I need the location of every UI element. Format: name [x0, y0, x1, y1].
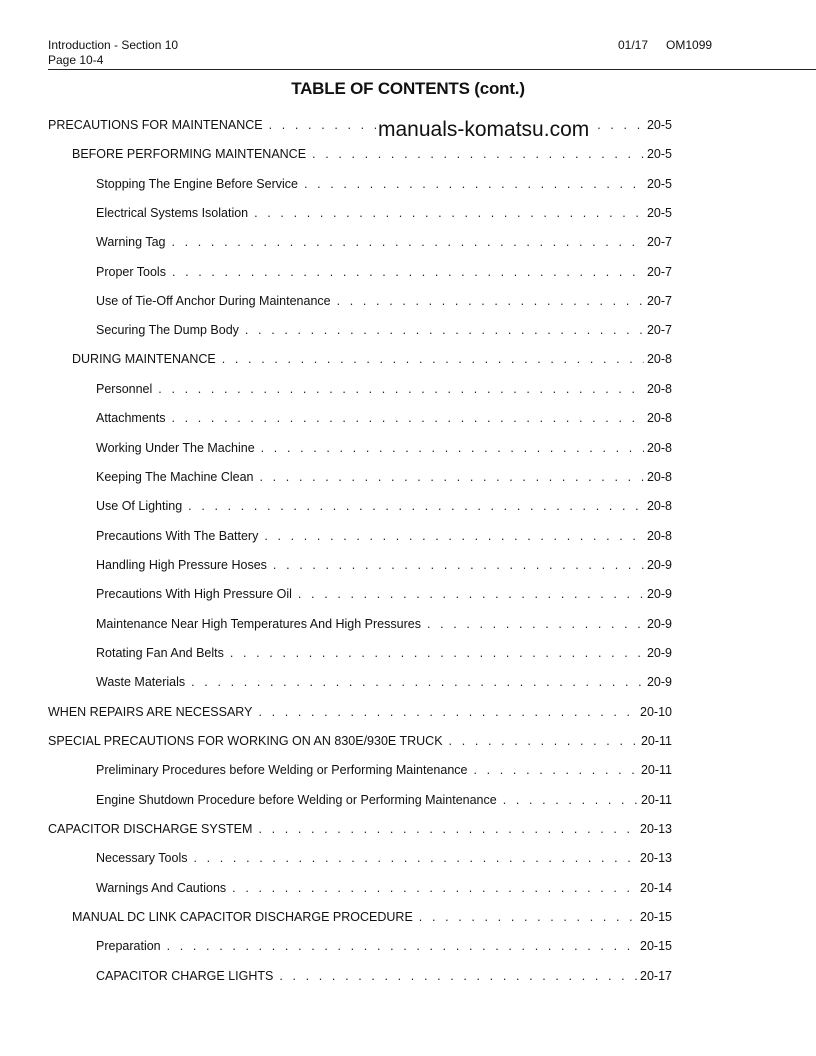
document-number: OM1099 [666, 38, 713, 52]
toc-entry-title: Attachments [96, 411, 166, 425]
dot-leader [245, 322, 644, 338]
revision-date: 01/17 [618, 38, 649, 52]
toc-entry-page: 20-13 [640, 822, 672, 836]
toc-entry[interactable] [96, 674, 672, 690]
toc-entry-page: 20-15 [640, 939, 672, 953]
dot-leader [298, 586, 644, 602]
toc-entry-title: Preparation [96, 939, 161, 953]
toc-entry-page: 20-11 [640, 763, 672, 777]
toc-entry[interactable] [96, 586, 672, 602]
toc-entry-page: 20-9 [646, 617, 672, 631]
toc-entry-title: Precautions With The Battery [96, 529, 259, 543]
toc-entry-title: Working Under The Machine [96, 441, 255, 455]
toc-entry-title: Personnel [96, 382, 153, 396]
toc-entry[interactable] [96, 176, 672, 192]
dot-leader [167, 938, 638, 954]
toc-entry-page: 20-17 [640, 969, 672, 983]
toc-entry-page: 20-9 [646, 675, 672, 689]
toc-entry-title: PRECAUTIONS FOR MAINTENANCE [48, 118, 263, 132]
toc-entry[interactable] [96, 234, 672, 250]
toc-entry-title: DURING MAINTENANCE [72, 352, 216, 366]
toc-entry[interactable] [96, 762, 672, 778]
toc-entry[interactable] [96, 440, 672, 456]
toc-entry[interactable] [96, 205, 672, 221]
watermark: manuals-komatsu.com [378, 118, 590, 141]
dot-leader [232, 880, 638, 896]
toc-entry[interactable] [48, 704, 672, 720]
dot-leader [258, 821, 638, 837]
toc-entry-title: Keeping The Machine Clean [96, 470, 254, 484]
toc-entry-page: 20-15 [640, 910, 672, 924]
toc-entry[interactable] [96, 792, 672, 808]
toc-entry[interactable] [48, 733, 672, 749]
toc-entry[interactable] [96, 293, 672, 309]
toc-entry-page: 20-7 [646, 323, 672, 337]
toc-entry-title: Proper Tools [96, 265, 166, 279]
toc-entry-page: 20-7 [646, 265, 672, 279]
toc-entry-title: Securing The Dump Body [96, 323, 239, 337]
toc-entry-title: Waste Materials [96, 675, 186, 689]
dot-leader [337, 293, 644, 309]
dot-leader [230, 645, 644, 661]
dot-leader [172, 264, 644, 280]
toc-entry[interactable] [96, 381, 672, 397]
toc-entry[interactable] [96, 645, 672, 661]
toc-entry-title: Necessary Tools [96, 851, 188, 865]
toc-entry-title: Use of Tie-Off Anchor During Maintenance [96, 294, 331, 308]
toc-entry-title: BEFORE PERFORMING MAINTENANCE [72, 147, 307, 161]
toc-entry[interactable] [72, 146, 672, 162]
dot-leader [191, 674, 644, 690]
dot-leader [260, 469, 644, 485]
toc-entry-page: 20-13 [640, 851, 672, 865]
toc-entry-page: 20-8 [646, 411, 672, 425]
dot-leader [188, 498, 644, 514]
toc-entry-title: Handling High Pressure Hoses [96, 558, 267, 572]
toc-entry-page: 20-8 [646, 382, 672, 396]
toc-entry[interactable] [96, 616, 672, 632]
dot-leader [304, 176, 644, 192]
toc-entry[interactable] [96, 938, 672, 954]
toc-entry-page: 20-7 [646, 235, 672, 249]
toc-entry[interactable] [96, 528, 672, 544]
toc-entry[interactable] [96, 557, 672, 573]
toc-entry-title: Preliminary Procedures before Welding or Performing Maintenance [96, 763, 468, 777]
toc-entry[interactable] [96, 850, 672, 866]
toc-entry-page: 20-8 [646, 529, 672, 543]
toc-entry-title: Warnings And Cautions [96, 881, 227, 895]
toc-entry-page: 20-9 [646, 587, 672, 601]
toc-entry-page: 20-5 [646, 147, 672, 161]
toc-entry[interactable] [96, 880, 672, 896]
dot-leader [264, 528, 644, 544]
toc-entry[interactable] [72, 909, 672, 925]
dot-leader [193, 850, 638, 866]
toc-entry-page: 20-11 [640, 734, 672, 748]
toc-entry-title: Maintenance Near High Temperatures And High Pressures [96, 617, 421, 631]
toc-entry-title: CAPACITOR DISCHARGE SYSTEM [48, 822, 253, 836]
dot-leader [312, 146, 644, 162]
toc-entry-page: 20-5 [646, 177, 672, 191]
dot-leader [503, 792, 639, 808]
toc-entry[interactable] [96, 968, 672, 984]
toc-entry-page: 20-5 [646, 206, 672, 220]
toc-entry-title: WHEN REPAIRS ARE NECESSARY [48, 705, 253, 719]
toc-entry[interactable] [48, 821, 672, 837]
toc-entry-page: 20-8 [646, 499, 672, 513]
toc-entry-title: Rotating Fan And Belts [96, 646, 224, 660]
dot-leader [473, 762, 638, 778]
toc-entry-page: 20-9 [646, 558, 672, 572]
toc-entry-page: 20-5 [646, 118, 672, 132]
page-number: Page 10-4 [48, 53, 104, 67]
toc-entry-title: CAPACITOR CHARGE LIGHTS [96, 969, 274, 983]
toc-entry-title: Use Of Lighting [96, 499, 183, 513]
dot-leader [419, 909, 638, 925]
dot-leader [427, 616, 644, 632]
toc-entry-page: 20-9 [646, 646, 672, 660]
toc-entry[interactable] [72, 351, 672, 367]
toc-entry-title: Engine Shutdown Procedure before Welding or Performing Maintenance [96, 793, 497, 807]
toc-entry-page: 20-8 [646, 441, 672, 455]
toc-entry-page: 20-10 [640, 705, 672, 719]
page-title: TABLE OF CONTENTS (cont.) [291, 79, 525, 98]
dot-leader [254, 205, 644, 221]
toc-entry[interactable] [96, 322, 672, 338]
toc-entry-title: Precautions With High Pressure Oil [96, 587, 292, 601]
dot-leader [261, 440, 644, 456]
toc-entry[interactable] [96, 410, 672, 426]
toc-entry-title: MANUAL DC LINK CAPACITOR DISCHARGE PROCEDURE [72, 910, 413, 924]
dot-leader [171, 410, 644, 426]
dot-leader [222, 351, 644, 367]
dot-leader [158, 381, 644, 397]
toc-entry[interactable] [96, 264, 672, 280]
dot-leader [273, 557, 644, 573]
toc-entry[interactable] [96, 498, 672, 514]
toc-entry-page: 20-11 [640, 793, 672, 807]
toc-entry-title: Stopping The Engine Before Service [96, 177, 298, 191]
dot-leader [279, 968, 638, 984]
toc-entry-title: Warning Tag [96, 235, 166, 249]
dot-leader [258, 704, 638, 720]
dot-leader [449, 733, 639, 749]
section-label: Introduction - Section 10 [48, 38, 179, 52]
toc-entry-page: 20-8 [646, 352, 672, 366]
toc-entry-title: Electrical Systems Isolation [96, 206, 249, 220]
toc-entry-title: SPECIAL PRECAUTIONS FOR WORKING ON AN 830E/930E TRUCK [48, 734, 443, 748]
toc-entry-page: 20-7 [646, 294, 672, 308]
toc-entry-page: 20-8 [646, 470, 672, 484]
dot-leader [171, 234, 644, 250]
toc-entry[interactable] [96, 469, 672, 485]
toc-entry-page: 20-14 [640, 881, 672, 895]
